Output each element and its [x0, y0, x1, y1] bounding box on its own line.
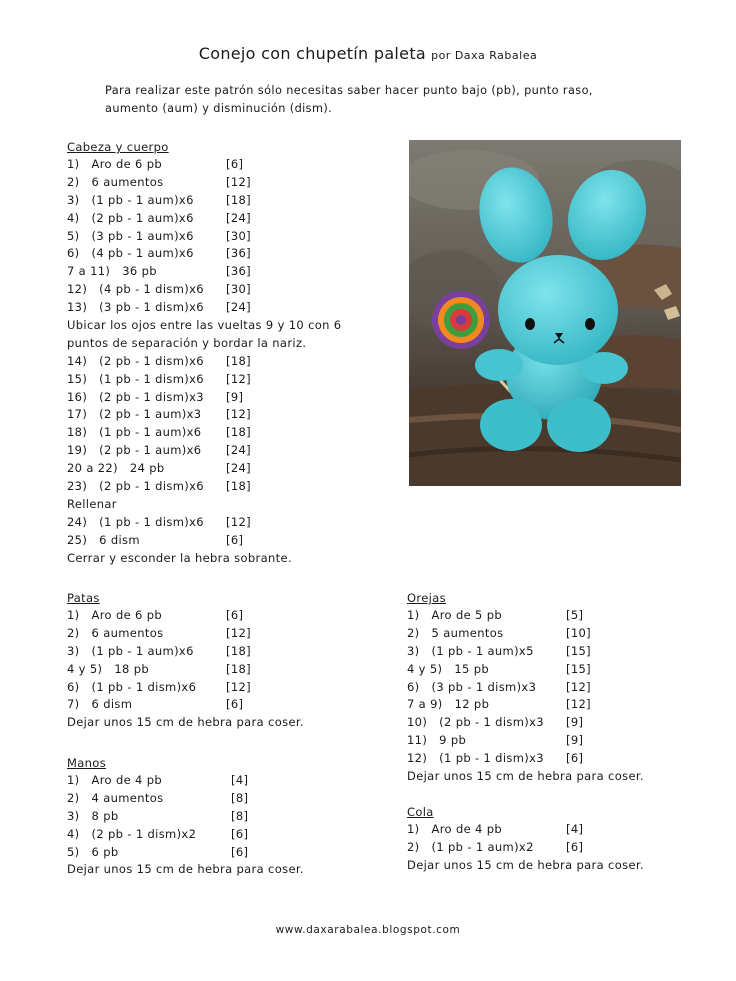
row-step: 4) (2 pb - 1 dism)x2: [67, 826, 197, 841]
row-count: [30]: [226, 282, 252, 297]
row-step: 2) (1 pb - 1 aum)x2: [407, 839, 534, 854]
section-heading: Patas: [67, 591, 100, 605]
row-step: 25) 6 dism: [67, 532, 140, 547]
row-step: 2) 6 aumentos: [67, 174, 164, 189]
row-count: [9]: [226, 389, 244, 404]
row-count: [12]: [226, 514, 252, 529]
row-count: [6]: [226, 532, 244, 547]
row-step: 4) (2 pb - 1 aum)x6: [67, 210, 194, 225]
pattern-row: [67, 406, 367, 424]
row-step: 6) (1 pb - 1 dism)x6: [67, 679, 197, 694]
row-count: [6]: [226, 157, 244, 171]
pattern-row: [407, 714, 707, 732]
section-heading: Orejas: [407, 591, 446, 605]
section-manos: [67, 754, 367, 879]
row-list: [67, 514, 367, 550]
row-step: 4 y 5) 18 pb: [67, 661, 149, 676]
row-count: [36]: [226, 246, 252, 261]
row-step: 7 a 9) 12 pb: [407, 697, 490, 712]
pattern-row: [67, 460, 367, 478]
row-count: [18]: [226, 479, 252, 494]
row-count: [12]: [226, 625, 252, 640]
row-count: [12]: [226, 679, 252, 694]
row-step: 1) Aro de 4 pb: [407, 822, 503, 836]
pattern-row: [67, 281, 367, 299]
row-step: 14) (2 pb - 1 dism)x6: [67, 353, 204, 368]
row-list: [67, 772, 367, 861]
row-step: 15) (1 pb - 1 dism)x6: [67, 371, 204, 386]
section-cola: [407, 803, 707, 875]
pattern-title: Conejo con chupetín paleta: [198, 44, 426, 63]
pattern-row: [67, 299, 367, 317]
row-list: [67, 156, 367, 317]
pattern-row: [407, 661, 707, 679]
pattern-row: [67, 844, 367, 862]
row-step: 18) (1 pb - 1 aum)x6: [67, 425, 202, 440]
pattern-row: [67, 679, 367, 697]
note-sew: Dejar unos 15 cm de hebra para coser.: [67, 862, 304, 877]
row-count: [18]: [226, 425, 252, 440]
row-step: 1) Aro de 6 pb: [67, 157, 163, 171]
row-step: 12) (1 pb - 1 dism)x3: [407, 751, 544, 766]
row-count: [18]: [226, 643, 252, 658]
row-list: [407, 607, 707, 768]
row-count: [24]: [226, 443, 252, 458]
pattern-row: [407, 643, 707, 661]
row-list: [67, 353, 367, 496]
row-count: [8]: [231, 808, 249, 823]
pattern-row: [67, 210, 367, 228]
row-step: 1) Aro de 4 pb: [67, 773, 163, 787]
row-count: [15]: [566, 643, 592, 658]
note-fill: Rellenar: [67, 496, 117, 511]
row-count: [12]: [226, 174, 252, 189]
pattern-row: [407, 750, 707, 768]
note-sew: Dejar unos 15 cm de hebra para coser.: [407, 857, 644, 872]
pattern-row: [407, 679, 707, 697]
row-step: 11) 9 pb: [407, 733, 467, 748]
pattern-row: [407, 696, 707, 714]
row-step: 1) Aro de 6 pb: [67, 608, 163, 622]
pattern-row: [67, 228, 367, 246]
row-count: [4]: [566, 822, 584, 836]
pattern-row: [67, 532, 367, 550]
pattern-row: [407, 625, 707, 643]
row-step: 7 a 11) 36 pb: [67, 264, 157, 279]
row-count: [24]: [226, 210, 252, 225]
row-step: 12) (4 pb - 1 dism)x6: [67, 282, 204, 297]
pattern-row: [67, 192, 367, 210]
pattern-row: [67, 371, 367, 389]
row-count: [10]: [566, 625, 592, 640]
pattern-row: [67, 696, 367, 714]
row-step: 2) 5 aumentos: [407, 625, 504, 640]
note-eyes-2: puntos de separación y bordar la nariz.: [67, 335, 307, 350]
footer-url: www.daxarabalea.blogspot.com: [275, 924, 461, 936]
row-count: [6]: [566, 839, 584, 854]
pattern-row: [407, 821, 707, 839]
row-count: [6]: [231, 844, 249, 859]
pattern-row: [67, 245, 367, 263]
pattern-row: [67, 625, 367, 643]
row-count: [36]: [226, 264, 252, 279]
pattern-row: [407, 839, 707, 857]
row-count: [4]: [231, 773, 249, 787]
pattern-row: [67, 424, 367, 442]
note-close: Cerrar y esconder la hebra sobrante.: [67, 550, 292, 565]
row-count: [30]: [226, 228, 252, 243]
row-step: 19) (2 pb - 1 aum)x6: [67, 443, 202, 458]
intro-text: Para realizar este patrón sólo necesitas saber hacer punto bajo (pb), punto raso, aumento (aum) y disminución (dism).: [105, 84, 593, 115]
row-count: [24]: [226, 300, 252, 315]
row-count: [12]: [566, 679, 592, 694]
row-step: 3) (1 pb - 1 aum)x5: [407, 643, 534, 658]
section-patas: [67, 589, 367, 732]
row-count: [6]: [226, 608, 244, 622]
row-count: [9]: [566, 715, 584, 730]
row-step: 10) (2 pb - 1 dism)x3: [407, 715, 544, 730]
row-list: [407, 821, 707, 857]
pattern-row: [67, 478, 367, 496]
pattern-row: [407, 732, 707, 750]
row-count: [8]: [231, 790, 249, 805]
row-step: 23) (2 pb - 1 dism)x6: [67, 479, 204, 494]
row-step: 24) (1 pb - 1 dism)x6: [67, 514, 204, 529]
row-step: 16) (2 pb - 1 dism)x3: [67, 389, 204, 404]
row-list: [67, 607, 367, 714]
pattern-row: [67, 263, 367, 281]
section-heading: Cola: [407, 805, 434, 819]
pattern-row: [67, 174, 367, 192]
section-heading: Cabeza y cuerpo: [67, 140, 169, 154]
row-count: [12]: [226, 371, 252, 386]
row-step: 5) (3 pb - 1 aum)x6: [67, 228, 194, 243]
section-heading: Manos: [67, 756, 107, 770]
row-step: 17) (2 pb - 1 aum)x3: [67, 407, 202, 422]
pattern-row: [67, 389, 367, 407]
note-sew: Dejar unos 15 cm de hebra para coser.: [407, 769, 644, 784]
pattern-row: [67, 442, 367, 460]
row-step: 3) (1 pb - 1 aum)x6: [67, 643, 194, 658]
pattern-row: [67, 607, 367, 625]
pattern-author: por Daxa Rabalea: [431, 49, 538, 62]
pattern-row: [67, 790, 367, 808]
row-step: 6) (4 pb - 1 aum)x6: [67, 246, 194, 261]
row-count: [6]: [231, 826, 249, 841]
row-count: [12]: [566, 697, 592, 712]
row-step: 2) 4 aumentos: [67, 790, 164, 805]
row-count: [18]: [226, 661, 252, 676]
pattern-row: [67, 826, 367, 844]
row-step: 7) 6 dism: [67, 697, 133, 712]
amigurumi-bunny-photo: [409, 140, 681, 486]
section-cabeza: [67, 138, 367, 567]
row-step: 3) 8 pb: [67, 808, 119, 823]
note-sew: Dejar unos 15 cm de hebra para coser.: [67, 715, 304, 730]
row-count: [18]: [226, 353, 252, 368]
pattern-row: [67, 772, 367, 790]
row-step: 1) Aro de 5 pb: [407, 608, 503, 622]
page-title: [0, 44, 736, 63]
row-count: [24]: [226, 461, 252, 476]
pattern-row: [67, 514, 367, 532]
pattern-row: [67, 643, 367, 661]
section-orejas: [407, 589, 707, 786]
pattern-row: [67, 808, 367, 826]
row-step: 20 a 22) 24 pb: [67, 461, 165, 476]
row-count: [5]: [566, 608, 584, 622]
row-step: 4 y 5) 15 pb: [407, 661, 489, 676]
row-step: 2) 6 aumentos: [67, 625, 164, 640]
row-step: 3) (1 pb - 1 aum)x6: [67, 192, 194, 207]
row-count: [6]: [566, 751, 584, 766]
note-eyes-1: Ubicar los ojos entre las vueltas 9 y 10 con 6: [67, 318, 342, 333]
row-count: [15]: [566, 661, 592, 676]
pattern-row: [67, 353, 367, 371]
row-count: [18]: [226, 192, 252, 207]
pattern-row: [407, 607, 707, 625]
row-step: 13) (3 pb - 1 dism)x6: [67, 300, 204, 315]
row-count: [12]: [226, 407, 252, 422]
row-step: 5) 6 pb: [67, 844, 119, 859]
row-step: 6) (3 pb - 1 dism)x3: [407, 679, 537, 694]
pattern-row: [67, 156, 367, 174]
row-count: [6]: [226, 697, 244, 712]
pattern-row: [67, 661, 367, 679]
row-count: [9]: [566, 733, 584, 748]
